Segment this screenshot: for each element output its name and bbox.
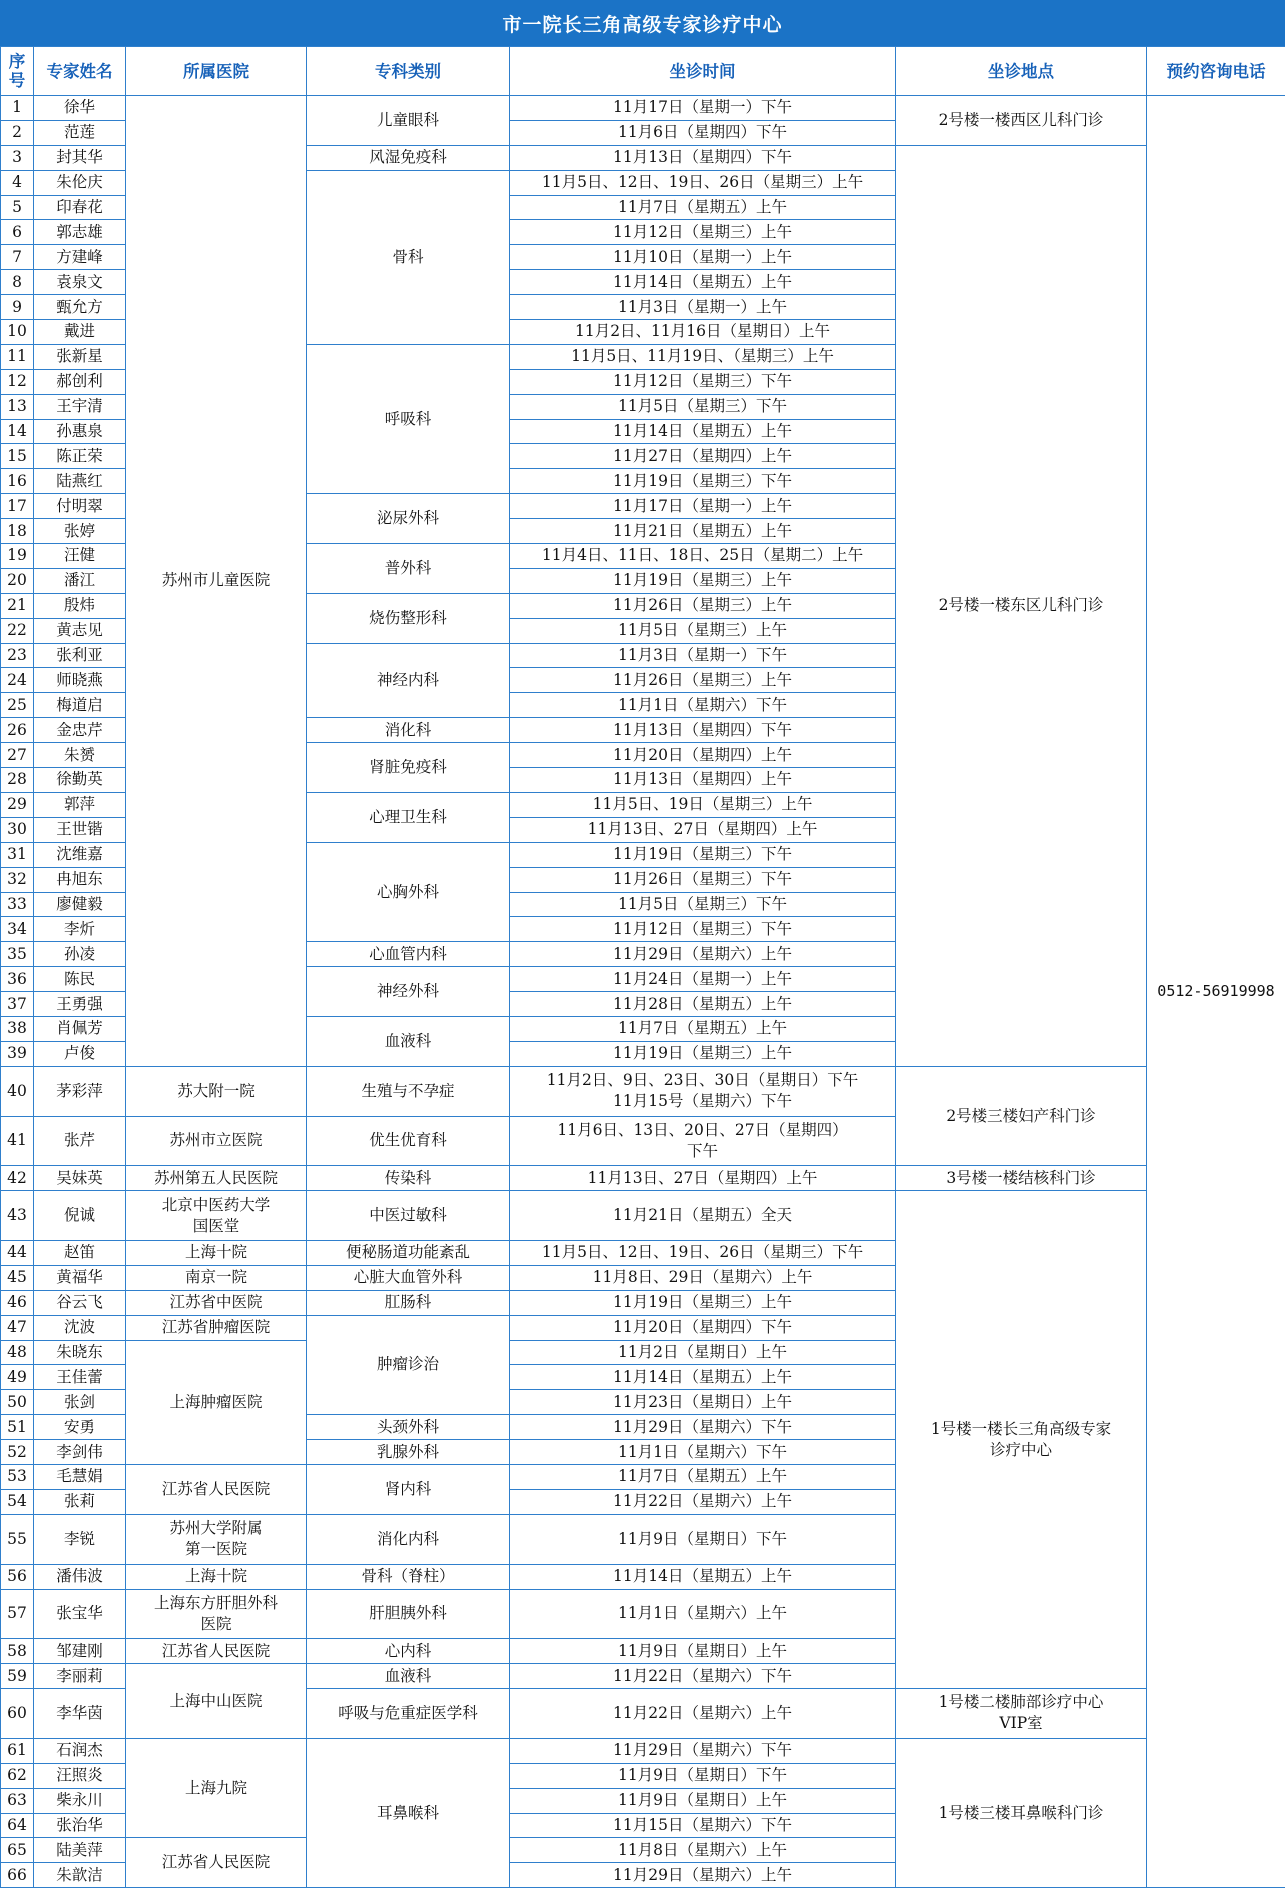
seq-cell: 54: [1, 1489, 34, 1514]
seq-cell: 31: [1, 842, 34, 867]
clinic-time-cell: 11月5日、12日、19日、26日（星期三）上午: [510, 170, 896, 195]
clinic-time-cell: 11月13日（星期四）下午: [510, 718, 896, 743]
seq-cell: 26: [1, 718, 34, 743]
dept-cell: 烧伤整形科: [307, 593, 510, 643]
clinic-time-cell: 11月1日（星期六）上午: [510, 1589, 896, 1639]
clinic-time-cell: 11月13日、27日（星期四）上午: [510, 1166, 896, 1191]
hospital-cell: 江苏省人民医院: [126, 1838, 307, 1888]
seq-cell: 22: [1, 618, 34, 643]
expert-name-cell: 赵笛: [34, 1241, 126, 1266]
clinic-time-cell: 11月7日（星期五）上午: [510, 1016, 896, 1041]
expert-name-cell: 倪诚: [34, 1191, 126, 1241]
dept-cell: 头颈外科: [307, 1415, 510, 1440]
dept-cell: 传染科: [307, 1166, 510, 1191]
seq-cell: 1: [1, 96, 34, 121]
table-title: 市一院长三角高级专家诊疗中心: [0, 0, 1285, 46]
clinic-location-cell: 1号楼三楼耳鼻喉科门诊: [896, 1738, 1147, 1887]
hospital-cell: 苏大附一院: [126, 1066, 307, 1116]
expert-name-cell: 潘江: [34, 568, 126, 593]
hospital-cell: 江苏省中医院: [126, 1290, 307, 1315]
clinic-time-cell: 11月26日（星期三）上午: [510, 668, 896, 693]
seq-cell: 7: [1, 245, 34, 270]
expert-name-cell: 潘伟波: [34, 1564, 126, 1589]
clinic-time-cell: 11月14日（星期五）上午: [510, 1365, 896, 1390]
seq-cell: 62: [1, 1763, 34, 1788]
seq-cell: 9: [1, 295, 34, 320]
clinic-time-cell: 11月2日（星期日）上午: [510, 1340, 896, 1365]
seq-cell: 64: [1, 1813, 34, 1838]
dept-cell: 优生优育科: [307, 1116, 510, 1166]
clinic-time-cell: 11月5日（星期三）下午: [510, 892, 896, 917]
header-phone: 预约咨询电话: [1147, 47, 1285, 96]
seq-cell: 66: [1, 1863, 34, 1888]
seq-cell: 40: [1, 1066, 34, 1116]
expert-name-cell: 黄福华: [34, 1265, 126, 1290]
seq-cell: 3: [1, 145, 34, 170]
expert-name-cell: 李华茵: [34, 1689, 126, 1739]
expert-name-cell: 郭志雄: [34, 220, 126, 245]
clinic-time-cell: 11月13日（星期四）上午: [510, 768, 896, 793]
expert-name-cell: 王勇强: [34, 992, 126, 1017]
seq-cell: 49: [1, 1365, 34, 1390]
expert-name-cell: 肖佩芳: [34, 1016, 126, 1041]
seq-cell: 27: [1, 743, 34, 768]
dept-cell: 心血管内科: [307, 942, 510, 967]
expert-name-cell: 张剑: [34, 1390, 126, 1415]
clinic-time-cell: 11月2日、11月16日（星期日）上午: [510, 320, 896, 345]
expert-name-cell: 郝创利: [34, 369, 126, 394]
clinic-time-cell: 11月27日（星期四）上午: [510, 444, 896, 469]
dept-cell: 心脏大血管外科: [307, 1265, 510, 1290]
clinic-time-cell: 11月1日（星期六）下午: [510, 1440, 896, 1465]
dept-cell: 心理卫生科: [307, 792, 510, 842]
table-row: [1, 1191, 1285, 1241]
clinic-time-cell: 11月29日（星期六）下午: [510, 1738, 896, 1763]
expert-name-cell: 汪健: [34, 544, 126, 569]
clinic-time-cell: 11月5日（星期三）下午: [510, 394, 896, 419]
clinic-time-cell: 11月14日（星期五）上午: [510, 1564, 896, 1589]
seq-cell: 24: [1, 668, 34, 693]
clinic-time-cell: 11月3日（星期一）上午: [510, 295, 896, 320]
clinic-time-cell: 11月5日（星期三）上午: [510, 618, 896, 643]
expert-name-cell: 师晓燕: [34, 668, 126, 693]
expert-name-cell: 陆燕红: [34, 469, 126, 494]
dept-cell: 血液科: [307, 1016, 510, 1066]
seq-cell: 60: [1, 1689, 34, 1739]
seq-cell: 37: [1, 992, 34, 1017]
seq-cell: 42: [1, 1166, 34, 1191]
clinic-time-cell: 11月9日（星期日）下午: [510, 1514, 896, 1564]
dept-cell: 神经内科: [307, 643, 510, 718]
seq-cell: 52: [1, 1440, 34, 1465]
expert-name-cell: 谷云飞: [34, 1290, 126, 1315]
clinic-time-cell: 11月28日（星期五）上午: [510, 992, 896, 1017]
seq-cell: 12: [1, 369, 34, 394]
expert-name-cell: 方建峰: [34, 245, 126, 270]
expert-name-cell: 殷炜: [34, 593, 126, 618]
clinic-time-cell: 11月23日（星期日）上午: [510, 1390, 896, 1415]
seq-cell: 61: [1, 1738, 34, 1763]
clinic-location-cell: 1号楼一楼长三角高级专家 诊疗中心: [896, 1191, 1147, 1689]
seq-cell: 16: [1, 469, 34, 494]
clinic-time-cell: 11月9日（星期日）下午: [510, 1763, 896, 1788]
hospital-cell: 南京一院: [126, 1265, 307, 1290]
hospital-cell: 上海九院: [126, 1738, 307, 1838]
dept-cell: 血液科: [307, 1664, 510, 1689]
dept-cell: 中医过敏科: [307, 1191, 510, 1241]
table-row: [1, 1738, 1285, 1763]
dept-cell: 便秘肠道功能紊乱: [307, 1241, 510, 1266]
expert-name-cell: 印春花: [34, 195, 126, 220]
expert-name-cell: 徐勤英: [34, 768, 126, 793]
clinic-time-cell: 11月21日（星期五）上午: [510, 519, 896, 544]
expert-name-cell: 付明翠: [34, 494, 126, 519]
seq-cell: 14: [1, 419, 34, 444]
dept-cell: 肾内科: [307, 1465, 510, 1515]
clinic-time-cell: 11月19日（星期三）上午: [510, 1290, 896, 1315]
clinic-time-cell: 11月20日（星期四）下午: [510, 1315, 896, 1340]
clinic-time-cell: 11月12日（星期三）下午: [510, 369, 896, 394]
expert-name-cell: 郭萍: [34, 792, 126, 817]
clinic-time-cell: 11月12日（星期三）下午: [510, 917, 896, 942]
expert-name-cell: 张新星: [34, 344, 126, 369]
header-hospital: 所属医院: [126, 47, 307, 96]
seq-cell: 34: [1, 917, 34, 942]
expert-name-cell: 张莉: [34, 1489, 126, 1514]
expert-name-cell: 范莲: [34, 120, 126, 145]
clinic-time-cell: 11月5日、11月19日、（星期三）上午: [510, 344, 896, 369]
dept-cell: 普外科: [307, 544, 510, 594]
seq-cell: 48: [1, 1340, 34, 1365]
hospital-cell: 上海十院: [126, 1241, 307, 1266]
clinic-time-cell: 11月7日（星期五）上午: [510, 195, 896, 220]
expert-name-cell: 陆美萍: [34, 1838, 126, 1863]
clinic-time-cell: 11月22日（星期六）上午: [510, 1689, 896, 1739]
seq-cell: 2: [1, 120, 34, 145]
seq-cell: 35: [1, 942, 34, 967]
seq-cell: 10: [1, 320, 34, 345]
seq-cell: 55: [1, 1514, 34, 1564]
header-location: 坐诊地点: [896, 47, 1147, 96]
expert-schedule-table: [0, 46, 1285, 1888]
expert-name-cell: 张婷: [34, 519, 126, 544]
clinic-time-cell: 11月10日（星期一）上午: [510, 245, 896, 270]
clinic-time-cell: 11月5日、19日（星期三）上午: [510, 792, 896, 817]
seq-cell: 41: [1, 1116, 34, 1166]
expert-name-cell: 陈正荣: [34, 444, 126, 469]
clinic-time-cell: 11月12日（星期三）上午: [510, 220, 896, 245]
dept-cell: 心内科: [307, 1639, 510, 1664]
expert-name-cell: 甄允方: [34, 295, 126, 320]
seq-cell: 33: [1, 892, 34, 917]
seq-cell: 32: [1, 867, 34, 892]
seq-cell: 50: [1, 1390, 34, 1415]
clinic-time-cell: 11月4日、11日、18日、25日（星期二）上午: [510, 544, 896, 569]
clinic-time-cell: 11月26日（星期三）下午: [510, 867, 896, 892]
hospital-cell: 苏州市立医院: [126, 1116, 307, 1166]
seq-cell: 25: [1, 693, 34, 718]
clinic-time-cell: 11月29日（星期六）上午: [510, 942, 896, 967]
clinic-time-cell: 11月14日（星期五）上午: [510, 270, 896, 295]
expert-name-cell: 孙惠泉: [34, 419, 126, 444]
seq-cell: 21: [1, 593, 34, 618]
clinic-time-cell: 11月14日（星期五）上午: [510, 419, 896, 444]
seq-cell: 13: [1, 394, 34, 419]
expert-name-cell: 沈维嘉: [34, 842, 126, 867]
dept-cell: 骨科（脊柱）: [307, 1564, 510, 1589]
expert-name-cell: 张宝华: [34, 1589, 126, 1639]
dept-cell: 呼吸科: [307, 344, 510, 493]
expert-name-cell: 陈民: [34, 967, 126, 992]
header-name: 专家姓名: [34, 47, 126, 96]
dept-cell: 儿童眼科: [307, 96, 510, 146]
expert-name-cell: 李炘: [34, 917, 126, 942]
clinic-time-cell: 11月20日（星期四）上午: [510, 743, 896, 768]
expert-name-cell: 徐华: [34, 96, 126, 121]
hospital-cell: 上海十院: [126, 1564, 307, 1589]
expert-name-cell: 王世锴: [34, 817, 126, 842]
seq-cell: 29: [1, 792, 34, 817]
expert-name-cell: 李锐: [34, 1514, 126, 1564]
expert-name-cell: 石润杰: [34, 1738, 126, 1763]
dept-cell: 肝胆胰外科: [307, 1589, 510, 1639]
dept-cell: 肿瘤诊治: [307, 1315, 510, 1415]
clinic-time-cell: 11月8日、29日（星期六）上午: [510, 1265, 896, 1290]
table-row: [1, 96, 1285, 121]
table-body: [1, 96, 1285, 1888]
seq-cell: 53: [1, 1465, 34, 1490]
dept-cell: 呼吸与危重症医学科: [307, 1689, 510, 1739]
dept-cell: 消化科: [307, 718, 510, 743]
expert-name-cell: 张利亚: [34, 643, 126, 668]
hospital-cell: 苏州市儿童医院: [126, 96, 307, 1067]
seq-cell: 44: [1, 1241, 34, 1266]
seq-cell: 51: [1, 1415, 34, 1440]
seq-cell: 11: [1, 344, 34, 369]
seq-cell: 28: [1, 768, 34, 793]
header-dept: 专科类别: [307, 47, 510, 96]
clinic-time-cell: 11月1日（星期六）下午: [510, 693, 896, 718]
expert-name-cell: 朱歆洁: [34, 1863, 126, 1888]
seq-cell: 45: [1, 1265, 34, 1290]
clinic-time-cell: 11月8日（星期六）上午: [510, 1838, 896, 1863]
seq-cell: 20: [1, 568, 34, 593]
clinic-time-cell: 11月2日、9日、23日、30日（星期日）下午 11月15号（星期六）下午: [510, 1066, 896, 1116]
dept-cell: 生殖与不孕症: [307, 1066, 510, 1116]
seq-cell: 15: [1, 444, 34, 469]
seq-cell: 8: [1, 270, 34, 295]
clinic-time-cell: 11月19日（星期三）上午: [510, 568, 896, 593]
seq-cell: 23: [1, 643, 34, 668]
table-row: [1, 1066, 1285, 1116]
seq-cell: 59: [1, 1664, 34, 1689]
seq-cell: 6: [1, 220, 34, 245]
expert-name-cell: 金忠芹: [34, 718, 126, 743]
clinic-time-cell: 11月19日（星期三）下午: [510, 842, 896, 867]
seq-cell: 47: [1, 1315, 34, 1340]
seq-cell: 58: [1, 1639, 34, 1664]
seq-cell: 4: [1, 170, 34, 195]
expert-name-cell: 袁泉文: [34, 270, 126, 295]
dept-cell: 耳鼻喉科: [307, 1738, 510, 1887]
clinic-location-cell: 2号楼一楼西区儿科门诊: [896, 96, 1147, 146]
expert-name-cell: 吴妹英: [34, 1166, 126, 1191]
clinic-time-cell: 11月17日（星期一）上午: [510, 494, 896, 519]
clinic-time-cell: 11月21日（星期五）全天: [510, 1191, 896, 1241]
expert-name-cell: 王宇清: [34, 394, 126, 419]
clinic-time-cell: 11月29日（星期六）下午: [510, 1415, 896, 1440]
expert-name-cell: 张治华: [34, 1813, 126, 1838]
seq-cell: 63: [1, 1788, 34, 1813]
seq-cell: 17: [1, 494, 34, 519]
hospital-cell: 苏州第五人民医院: [126, 1166, 307, 1191]
expert-name-cell: 汪照炎: [34, 1763, 126, 1788]
clinic-location-cell: 2号楼一楼东区儿科门诊: [896, 145, 1147, 1066]
clinic-time-cell: 11月3日（星期一）下午: [510, 643, 896, 668]
hospital-cell: 江苏省人民医院: [126, 1639, 307, 1664]
hospital-cell: 北京中医药大学 国医堂: [126, 1191, 307, 1241]
seq-cell: 18: [1, 519, 34, 544]
expert-name-cell: 朱赟: [34, 743, 126, 768]
clinic-location-cell: 1号楼二楼肺部诊疗中心 VIP室: [896, 1689, 1147, 1739]
clinic-time-cell: 11月15日（星期六）下午: [510, 1813, 896, 1838]
expert-name-cell: 冉旭东: [34, 867, 126, 892]
hospital-cell: 江苏省人民医院: [126, 1465, 307, 1515]
expert-name-cell: 毛慧娟: [34, 1465, 126, 1490]
expert-name-cell: 柴永川: [34, 1788, 126, 1813]
dept-cell: 骨科: [307, 170, 510, 344]
header-row: [1, 47, 1285, 96]
header-time: 坐诊时间: [510, 47, 896, 96]
clinic-time-cell: 11月19日（星期三）下午: [510, 469, 896, 494]
hospital-cell: 上海东方肝胆外科 医院: [126, 1589, 307, 1639]
expert-name-cell: 封其华: [34, 145, 126, 170]
dept-cell: 泌尿外科: [307, 494, 510, 544]
clinic-time-cell: 11月22日（星期六）上午: [510, 1489, 896, 1514]
seq-cell: 39: [1, 1041, 34, 1066]
seq-cell: 57: [1, 1589, 34, 1639]
hospital-cell: 上海中山医院: [126, 1664, 307, 1739]
clinic-time-cell: 11月13日（星期四）下午: [510, 145, 896, 170]
dept-cell: 消化内科: [307, 1514, 510, 1564]
clinic-time-cell: 11月6日、13日、20日、27日（星期四） 下午: [510, 1116, 896, 1166]
clinic-time-cell: 11月29日（星期六）上午: [510, 1863, 896, 1888]
clinic-time-cell: 11月17日（星期一）下午: [510, 96, 896, 121]
expert-name-cell: 李剑伟: [34, 1440, 126, 1465]
expert-name-cell: 孙凌: [34, 942, 126, 967]
expert-name-cell: 黄志见: [34, 618, 126, 643]
dept-cell: 肾脏免疫科: [307, 743, 510, 793]
expert-name-cell: 李丽莉: [34, 1664, 126, 1689]
expert-name-cell: 王佳蕾: [34, 1365, 126, 1390]
table-row: [1, 1166, 1285, 1191]
expert-name-cell: 茅彩萍: [34, 1066, 126, 1116]
dept-cell: 神经外科: [307, 967, 510, 1017]
clinic-time-cell: 11月22日（星期六）下午: [510, 1664, 896, 1689]
clinic-time-cell: 11月9日（星期日）上午: [510, 1788, 896, 1813]
header-seq: 序号: [1, 47, 34, 96]
dept-cell: 心胸外科: [307, 842, 510, 942]
expert-name-cell: 卢俊: [34, 1041, 126, 1066]
clinic-location-cell: 3号楼一楼结核科门诊: [896, 1166, 1147, 1191]
clinic-time-cell: 11月9日（星期日）上午: [510, 1639, 896, 1664]
clinic-time-cell: 11月26日（星期三）上午: [510, 593, 896, 618]
expert-name-cell: 张芹: [34, 1116, 126, 1166]
seq-cell: 19: [1, 544, 34, 569]
seq-cell: 56: [1, 1564, 34, 1589]
clinic-time-cell: 11月6日（星期四）下午: [510, 120, 896, 145]
seq-cell: 5: [1, 195, 34, 220]
seq-cell: 65: [1, 1838, 34, 1863]
hospital-cell: 苏州大学附属 第一医院: [126, 1514, 307, 1564]
seq-cell: 36: [1, 967, 34, 992]
expert-name-cell: 梅道启: [34, 693, 126, 718]
clinic-time-cell: 11月13日、27日（星期四）上午: [510, 817, 896, 842]
expert-name-cell: 朱晓东: [34, 1340, 126, 1365]
clinic-time-cell: 11月5日、12日、19日、26日（星期三）下午: [510, 1241, 896, 1266]
expert-name-cell: 沈波: [34, 1315, 126, 1340]
seq-cell: 38: [1, 1016, 34, 1041]
expert-name-cell: 戴进: [34, 320, 126, 345]
expert-name-cell: 安勇: [34, 1415, 126, 1440]
expert-name-cell: 朱伦庆: [34, 170, 126, 195]
seq-cell: 46: [1, 1290, 34, 1315]
clinic-time-cell: 11月24日（星期一）上午: [510, 967, 896, 992]
clinic-time-cell: 11月7日（星期五）上午: [510, 1465, 896, 1490]
booking-phone-cell: 0512-56919998: [1147, 96, 1285, 1888]
clinic-location-cell: 2号楼三楼妇产科门诊: [896, 1066, 1147, 1166]
seq-cell: 30: [1, 817, 34, 842]
dept-cell: 乳腺外科: [307, 1440, 510, 1465]
hospital-cell: 上海肿瘤医院: [126, 1340, 307, 1464]
seq-cell: 43: [1, 1191, 34, 1241]
expert-name-cell: 邹建刚: [34, 1639, 126, 1664]
hospital-cell: 江苏省肿瘤医院: [126, 1315, 307, 1340]
dept-cell: 肛肠科: [307, 1290, 510, 1315]
dept-cell: 风湿免疫科: [307, 145, 510, 170]
expert-name-cell: 廖健毅: [34, 892, 126, 917]
clinic-time-cell: 11月19日（星期三）上午: [510, 1041, 896, 1066]
